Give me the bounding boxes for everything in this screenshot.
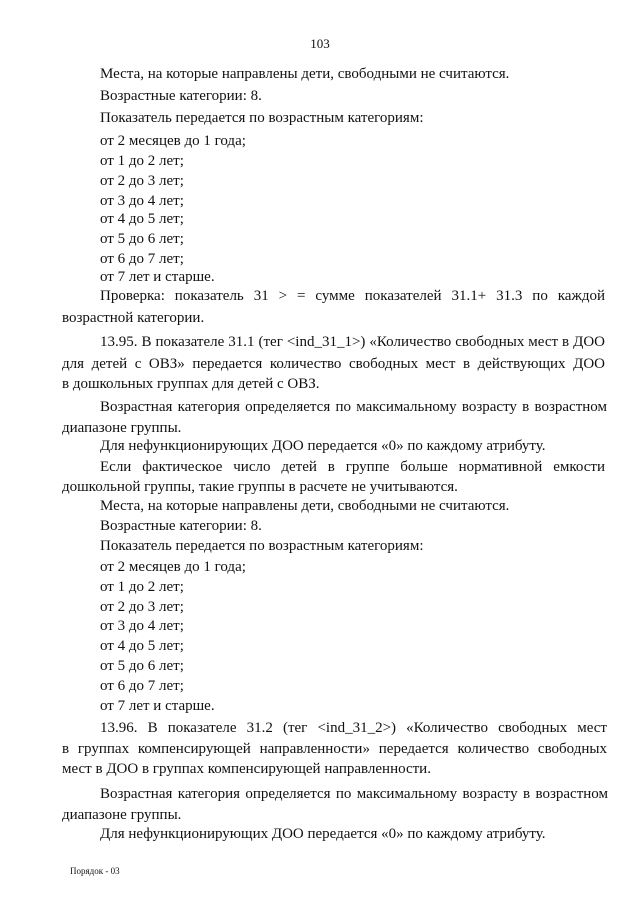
text-line: Возрастная категория определяется по максимальному возрасту в возрастном [100, 399, 607, 415]
text-line: 13.96. В показателе 31.2 (тег <ind_31_2>) «Количество свободных мест [100, 720, 607, 736]
text-line: от 2 месяцев до 1 года; [100, 559, 246, 575]
text-line: Возрастные категории: 8. [100, 518, 262, 534]
text-line: от 4 до 5 лет; [100, 211, 184, 227]
text-line: от 3 до 4 лет; [100, 618, 184, 634]
text-line: 13.95. В показателе 31.1 (тег <ind_31_1>) «Количество свободных мест в ДОО [100, 334, 605, 350]
text-line: в дошкольных группах для детей с ОВЗ. [62, 376, 320, 392]
text-line: от 6 до 7 лет; [100, 678, 184, 694]
text-line: от 5 до 6 лет; [100, 658, 184, 674]
text-line: от 2 до 3 лет; [100, 173, 184, 189]
text-line: от 7 лет и старше. [100, 698, 215, 714]
text-line: Возрастные категории: 8. [100, 88, 262, 104]
text-line: от 1 до 2 лет; [100, 579, 184, 595]
text-line: для детей с ОВЗ» передается количество свободных мест в действующих ДОО [62, 356, 605, 372]
text-line: возрастной категории. [62, 310, 205, 326]
text-line: Места, на которые направлены дети, свободными не считаются. [100, 66, 510, 82]
text-line: диапазоне группы. [62, 807, 182, 823]
text-line: от 1 до 2 лет; [100, 153, 184, 169]
text-line: от 6 до 7 лет; [100, 251, 184, 267]
text-line: от 3 до 4 лет; [100, 193, 184, 209]
text-line: Места, на которые направлены дети, свободными не считаются. [100, 498, 510, 514]
text-line: от 5 до 6 лет; [100, 231, 184, 247]
text-line: от 7 лет и старше. [100, 269, 215, 285]
text-line: от 2 месяцев до 1 года; [100, 133, 246, 149]
text-line: Показатель передается по возрастным категориям: [100, 538, 424, 554]
text-line: Возрастная категория определяется по максимальному возрасту в возрастном [100, 786, 608, 802]
text-line: Для нефункционирующих ДОО передается «0» по каждому атрибуту. [100, 826, 546, 842]
text-line: от 4 до 5 лет; [100, 638, 184, 654]
text-line: Показатель передается по возрастным категориям: [100, 110, 424, 126]
text-line: от 2 до 3 лет; [100, 599, 184, 615]
footer-label: Порядок - 03 [70, 866, 120, 876]
text-line: Если фактическое число детей в группе больше нормативной емкости [100, 459, 605, 475]
text-line: диапазоне группы. [62, 420, 182, 436]
page-number: 103 [310, 36, 330, 51]
text-line: дошкольной группы, такие группы в расчете не учитываются. [62, 479, 458, 495]
text-line: мест в ДОО в группах компенсирующей направленности. [62, 761, 431, 777]
text-line: Для нефункционирующих ДОО передается «0» по каждому атрибуту. [100, 438, 546, 454]
text-line: Проверка: показатель 31 > = сумме показателей 31.1+ 31.3 по каждой [100, 288, 605, 304]
text-line: в группах компенсирующей направленности» передается количество свободных [62, 741, 607, 757]
